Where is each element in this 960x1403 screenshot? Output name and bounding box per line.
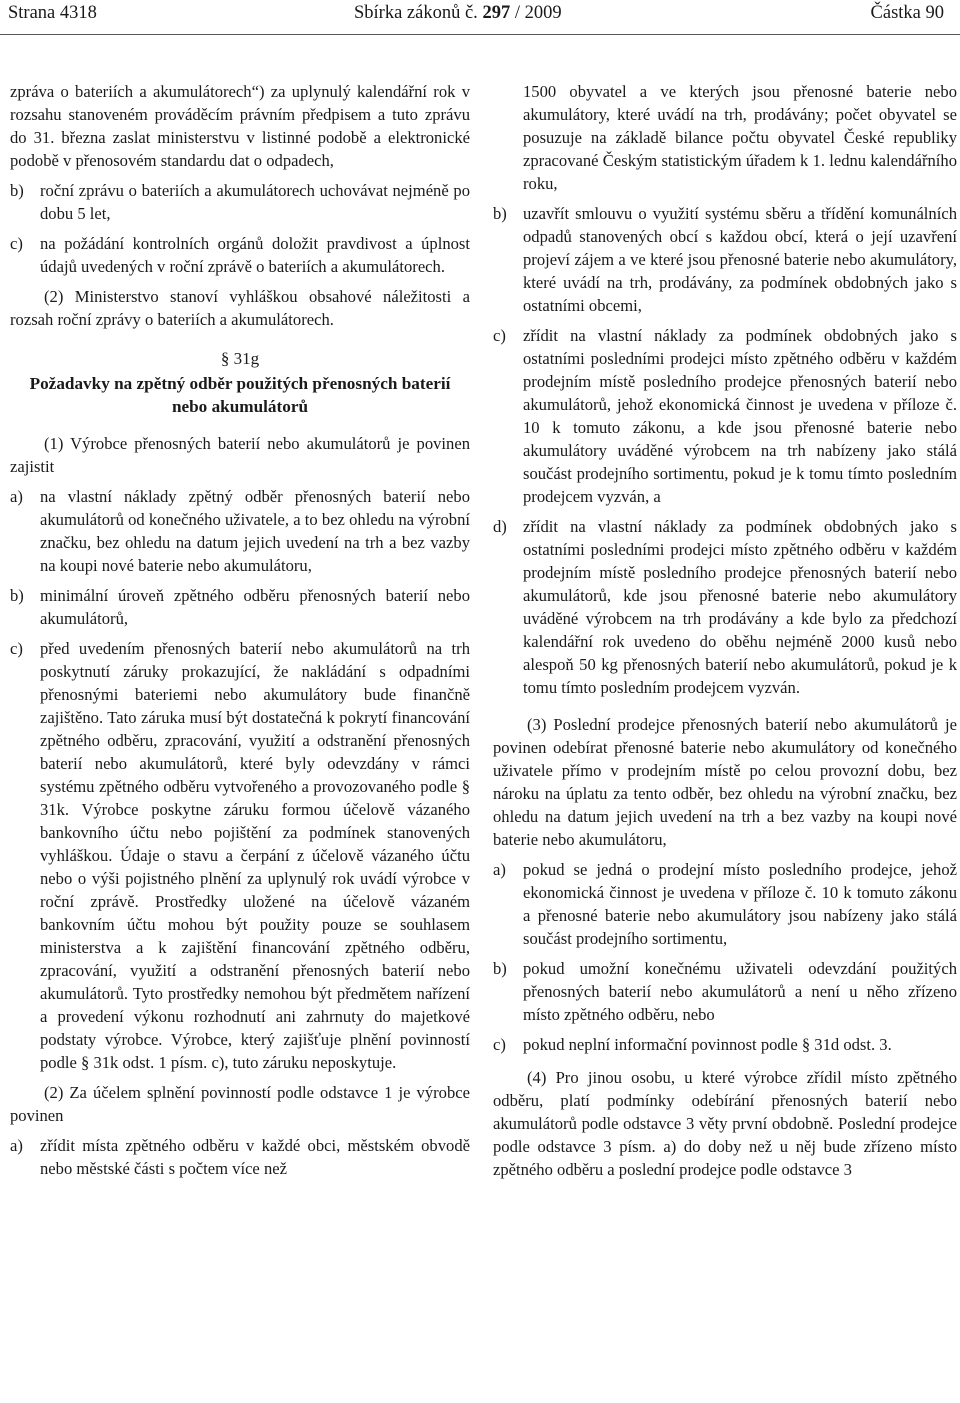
list-text: na požádání kontrolních orgánů doložit pravdivost a úplnost údajů uvedených v roční zprávě o bateriích a akumulátorech.: [40, 234, 470, 276]
list-item: [493, 858, 957, 950]
list-item: [10, 1134, 470, 1180]
list-item: [493, 324, 957, 508]
collection-name: Sbírka zákonů č.: [354, 3, 478, 23]
page-number: Strana 4318: [8, 3, 97, 23]
law-number: 297: [482, 3, 511, 23]
list-text: roční zprávu o bateriích a akumulátorech uchovávat nejméně po dobu 5 let,: [40, 181, 470, 223]
list-item: [10, 485, 470, 577]
page-header: [0, 0, 960, 32]
right-column: [493, 80, 957, 1188]
law-year: / 2009: [514, 3, 562, 23]
paragraph-2: (2) Ministerstvo stanoví vyhláškou obsahové náležitosti a rozsah roční zprávy o bateriích a akumulátorech.: [10, 287, 470, 329]
paragraph-4: (4) Pro jinou osobu, u které výrobce zřídil místo zpětného odběru, platí podmínky odebírání přenosných baterií nebo akumulátorů podle odstavce 3 věty první obdobně. Poslední prodejce podle odstavce 3 písm. a) do doby než u něj bude zřízeno místo zpětného odběru a poslední prodejce podle odstavce 3: [493, 1068, 957, 1179]
list-label: c): [10, 234, 23, 253]
list-item: [493, 202, 957, 317]
list-label: b): [493, 204, 507, 223]
list-text: zřídit místa zpětného odběru v každé obci, městském obvodě nebo městské části s počtem více než: [40, 1136, 470, 1178]
intro-paragraph: zpráva o bateriích a akumulátorech“) za uplynulý kalendářní rok v rozsahu stanoveném prováděcím právním předpisem a tuto zprávu do 31. března zaslat ministerstvu v listinné podobě a elektronické podobě v přenosovém standardu dat o odpadech,: [10, 82, 470, 170]
collection-title: [354, 3, 562, 24]
list-item: [493, 1033, 957, 1056]
list-label: c): [493, 326, 506, 345]
list-text: pokud se jedná o prodejní místo posledního prodejce, jehož ekonomická činnost je uvedena v příloze č. 10 k tomuto zákonu a přenosné baterie nebo akumulátory jsou nabízeny jako stálá součást prodejního sortimentu,: [523, 860, 957, 948]
list-text: zřídit na vlastní náklady za podmínek obdobných jako s ostatními posledními prodejci místo zpětného odběru v každém prodejním místě posledního prodejce přenosných baterií nebo akumulátorů, kde jsou přenosné baterie nebo akumulátory uváděné výrobcem na trh prodávány a kde bylo za předchozí kalendářní rok uvedeno do oběhu nejméně 2000 kusů nebo alespoň 50 kg přenosných baterií nebo akumulátorů, pokud je k tomu tímto posledním prodejcem vyzván.: [523, 517, 957, 697]
list-text: před uvedením přenosných baterií nebo akumulátorů na trh poskytnutí záruky prokazující, že nakládání s odpadními přenosnými bateriemi nebo akumulátory bude finančně zajištěno. Tato záruka musí být dostatečná k pokrytí financování zpětného odběru, zpracování, využití a odstranění přenosných baterií nebo akumulátorů, které byly odevzdány v rámci systému zpětného odběru vytvořeného a provozovaného podle § 31k. Výrobce poskytne záruku formou účelově vázaného bankovního účtu nebo pojištění za podmínek stanovených vyhláškou. Údaje o stavu a čerpání z účelově vázaného účtu nebo o výši pojistného plnění za uplynulý rok uvádí výrobce v roční zprávě. Prostředky uložené na účelově vázaném bankovním účtu mohou být použity pouze se souhlasem ministerstva a k zajištění financování zpětného odběru, zpracování, využití a odstranění přenosných baterií nebo akumulátorů. Tyto prostředky nemohou být předmětem nařízení a provedení výkonu rozhodnutí ani zahrnuty do majetkové podstaty výrobce. Výrobce, který zajišťuje plnění povinností podle § 31k odst. 1 písm. c), tuto záruku neposkytuje.: [40, 639, 470, 1072]
left-column: [10, 80, 470, 1187]
list-item: [493, 515, 957, 699]
list-label: a): [493, 860, 506, 879]
list-text: minimální úroveň zpětného odběru přenosných baterií nebo akumulátorů,: [40, 586, 470, 628]
list-item: [10, 584, 470, 630]
list-text: pokud umožní konečnému uživateli odevzdání použitých přenosných baterií nebo akumulátorů a není u něho zřízeno místo zpětného odběru, nebo: [523, 959, 957, 1024]
list-item: [10, 179, 470, 225]
list-label: a): [10, 1136, 23, 1155]
section-number: § 31g: [220, 349, 260, 368]
list-item: [10, 637, 470, 1074]
list-text: uzavřít smlouvu o využití systému sběru a třídění komunálních odpadů stanovených obcí s každou obcí, která o její uzavření projeví zájem a ve které jsou přenosné baterie nebo akumulátory, které uvádí na trh, prodávány, za podmínek obdobných jako s ostatními obcemi,: [523, 204, 957, 315]
section-title: Požadavky na zpětný odběr použitých přenosných baterií nebo akumulátorů: [29, 374, 451, 416]
part-number: Částka 90: [870, 3, 944, 23]
paragraph-3: (3) Poslední prodejce přenosných baterií nebo akumulátorů je povinen odebírat přenosné baterie nebo akumulátory od konečného uživatele přímo v prodejním místě po celou provozní dobu, bez nároku na úplatu za tento odběr, bez ohledu na výrobní značku, bez ohledu na datum jejich uvedení na trh a bez vazby na koupi nové baterie nebo akumulátoru,: [493, 715, 957, 849]
list-label: c): [10, 639, 23, 658]
list-text: zřídit na vlastní náklady za podmínek obdobných jako s ostatními posledními prodejci místo zpětného odběru v každém prodejním místě posledního prodejce přenosných baterií nebo akumulátorů, jehož ekonomická činnost je uvedena v příloze č. 10 k tomuto zákonu, a kde jsou přenosné baterie nebo akumulátory uváděné výrobcem na trh nabízeny jako stálá součást prodejního sortimentu, pokud je k tomu tímto posledním prodejcem vyzván, a: [523, 326, 957, 506]
paragraph-2b: (2) Za účelem splnění povinností podle odstavce 1 je výrobce povinen: [10, 1083, 470, 1125]
list-label: a): [10, 487, 23, 506]
list-item: [493, 957, 957, 1026]
list-label: d): [493, 517, 507, 536]
list-text: pokud neplní informační povinnost podle § 31d odst. 3.: [523, 1035, 892, 1054]
list-label: c): [493, 1035, 506, 1054]
continued-paragraph: 1500 obyvatel a ve kterých jsou přenosné baterie nebo akumulátory, které uvádí na trh, prodávány; počet obyvatel se posuzuje na základě bilance počtu obyvatel České republiky zpracované Českým statistickým úřadem k 1. lednu kalendářního roku,: [523, 82, 957, 193]
list-label: b): [493, 959, 507, 978]
list-label: b): [10, 586, 24, 605]
list-text: na vlastní náklady zpětný odběr přenosných baterií nebo akumulátorů od konečného uživatele, a to bez ohledu na výrobní značku, bez ohledu na datum jejich uvedení na trh a bez vazby na koupi nové baterie nebo akumulátoru,: [40, 487, 470, 575]
header-divider: [0, 34, 960, 35]
paragraph-1: (1) Výrobce přenosných baterií nebo akumulátorů je povinen zajistit: [10, 434, 470, 476]
list-item: [10, 232, 470, 278]
list-label: b): [10, 181, 24, 200]
